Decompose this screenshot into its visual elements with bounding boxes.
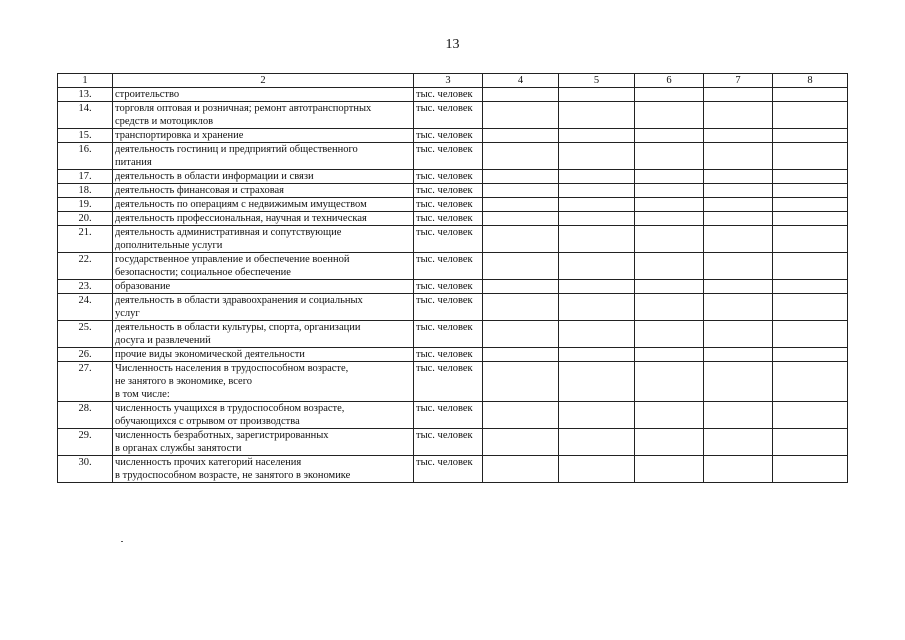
- indicator-name-line: деятельность гостиниц и предприятий общественного: [115, 144, 358, 155]
- table-row: [58, 88, 848, 102]
- table-row: [58, 170, 848, 184]
- empty-value-cell-col-8: [773, 294, 848, 321]
- empty-value-cell-col-5: [559, 362, 635, 402]
- empty-value-cell-col-6: [635, 253, 704, 280]
- row-number: 26.: [58, 348, 113, 362]
- empty-value-cell-col-8: [773, 184, 848, 198]
- empty-value-cell-col-7: [704, 102, 773, 129]
- scan-mark: [121, 541, 123, 542]
- empty-value-cell-col-7: [704, 143, 773, 170]
- row-number: 23.: [58, 280, 113, 294]
- indicator-name-line: Численность населения в трудоспособном возрасте,: [115, 363, 349, 374]
- empty-value-cell-col-5: [559, 280, 635, 294]
- indicator-name-line: деятельность финансовая и страховая: [115, 185, 285, 196]
- empty-value-cell-col-4: [483, 280, 559, 294]
- empty-value-cell-col-6: [635, 348, 704, 362]
- row-unit: тыс. человек: [414, 294, 483, 321]
- row-indicator-name: [113, 143, 414, 170]
- empty-value-cell-col-5: [559, 226, 635, 253]
- table-row: [58, 129, 848, 143]
- empty-value-cell-col-6: [635, 456, 704, 483]
- row-unit: тыс. человек: [414, 102, 483, 129]
- empty-value-cell-col-5: [559, 321, 635, 348]
- row-number: 29.: [58, 429, 113, 456]
- indicator-name-line: торговля оптовая и розничная; ремонт автотранспортных: [115, 103, 372, 114]
- indicator-name-line: средств и мотоциклов: [115, 116, 214, 127]
- header-cell-6: 6: [635, 74, 704, 88]
- empty-value-cell-col-7: [704, 280, 773, 294]
- row-unit: тыс. человек: [414, 88, 483, 102]
- row-unit: тыс. человек: [414, 198, 483, 212]
- empty-value-cell-col-6: [635, 88, 704, 102]
- row-number: 21.: [58, 226, 113, 253]
- empty-value-cell-col-5: [559, 294, 635, 321]
- empty-value-cell-col-7: [704, 348, 773, 362]
- row-unit: тыс. человек: [414, 184, 483, 198]
- empty-value-cell-col-7: [704, 294, 773, 321]
- empty-value-cell-col-7: [704, 402, 773, 429]
- indicator-name-line: питания: [115, 157, 152, 168]
- row-number: 17.: [58, 170, 113, 184]
- header-cell-5: 5: [559, 74, 635, 88]
- table-row: [58, 212, 848, 226]
- empty-value-cell-col-8: [773, 170, 848, 184]
- indicator-name-line: численность прочих категорий населения: [115, 457, 302, 468]
- table-row: [58, 184, 848, 198]
- indicator-name-line: досуга и развлечений: [115, 335, 211, 346]
- empty-value-cell-col-4: [483, 198, 559, 212]
- empty-value-cell-col-4: [483, 102, 559, 129]
- table-body: [58, 74, 848, 483]
- row-number: 25.: [58, 321, 113, 348]
- empty-value-cell-col-8: [773, 362, 848, 402]
- row-indicator-name: [113, 184, 414, 198]
- row-indicator-name: [113, 226, 414, 253]
- empty-value-cell-col-4: [483, 402, 559, 429]
- empty-value-cell-col-4: [483, 88, 559, 102]
- row-number: 20.: [58, 212, 113, 226]
- empty-value-cell-col-7: [704, 170, 773, 184]
- row-unit: тыс. человек: [414, 402, 483, 429]
- empty-value-cell-col-8: [773, 321, 848, 348]
- indicator-name-line: в органах службы занятости: [115, 443, 242, 454]
- empty-value-cell-col-8: [773, 88, 848, 102]
- empty-value-cell-col-5: [559, 143, 635, 170]
- indicator-name-line: обучающихся с отрывом от производства: [115, 416, 300, 427]
- empty-value-cell-col-6: [635, 429, 704, 456]
- row-indicator-name: [113, 362, 414, 402]
- indicator-name-line: численность безработных, зарегистрированных: [115, 430, 329, 441]
- empty-value-cell-col-5: [559, 170, 635, 184]
- header-cell-7: 7: [704, 74, 773, 88]
- empty-value-cell-col-5: [559, 184, 635, 198]
- empty-value-cell-col-8: [773, 129, 848, 143]
- empty-value-cell-col-6: [635, 280, 704, 294]
- row-indicator-name: [113, 321, 414, 348]
- row-indicator-name: [113, 129, 414, 143]
- empty-value-cell-col-8: [773, 102, 848, 129]
- empty-value-cell-col-6: [635, 198, 704, 212]
- empty-value-cell-col-6: [635, 184, 704, 198]
- row-unit: тыс. человек: [414, 280, 483, 294]
- empty-value-cell-col-4: [483, 129, 559, 143]
- row-unit: тыс. человек: [414, 253, 483, 280]
- row-indicator-name: [113, 280, 414, 294]
- empty-value-cell-col-4: [483, 226, 559, 253]
- indicator-name-line: деятельность в области здравоохранения и социальных: [115, 295, 363, 306]
- empty-value-cell-col-4: [483, 362, 559, 402]
- empty-value-cell-col-6: [635, 170, 704, 184]
- table-row: [58, 226, 848, 253]
- indicator-name-line: в трудоспособном возрасте, не занятого в экономике: [115, 470, 351, 481]
- empty-value-cell-col-4: [483, 184, 559, 198]
- empty-value-cell-col-6: [635, 321, 704, 348]
- row-unit: тыс. человек: [414, 143, 483, 170]
- indicator-name-line: деятельность профессиональная, научная и техническая: [115, 213, 367, 224]
- header-cell-2: 2: [113, 74, 414, 88]
- row-indicator-name: [113, 170, 414, 184]
- table-row: [58, 348, 848, 362]
- row-unit: тыс. человек: [414, 456, 483, 483]
- header-cell-1: 1: [58, 74, 113, 88]
- empty-value-cell-col-5: [559, 253, 635, 280]
- empty-value-cell-col-6: [635, 294, 704, 321]
- table-row: [58, 280, 848, 294]
- empty-value-cell-col-4: [483, 456, 559, 483]
- row-number: 30.: [58, 456, 113, 483]
- empty-value-cell-col-7: [704, 253, 773, 280]
- indicator-name-line: услуг: [115, 308, 140, 319]
- row-unit: тыс. человек: [414, 348, 483, 362]
- row-unit: тыс. человек: [414, 212, 483, 226]
- row-number: 24.: [58, 294, 113, 321]
- empty-value-cell-col-8: [773, 348, 848, 362]
- empty-value-cell-col-7: [704, 212, 773, 226]
- empty-value-cell-col-8: [773, 280, 848, 294]
- indicator-name-line: в том числе:: [115, 389, 170, 400]
- row-number: 15.: [58, 129, 113, 143]
- indicator-name-line: образование: [115, 281, 171, 292]
- row-unit: тыс. человек: [414, 321, 483, 348]
- row-unit: тыс. человек: [414, 226, 483, 253]
- indicator-name-line: деятельность в области информации и связи: [115, 171, 314, 182]
- empty-value-cell-col-6: [635, 362, 704, 402]
- row-number: 18.: [58, 184, 113, 198]
- row-number: 16.: [58, 143, 113, 170]
- empty-value-cell-col-7: [704, 129, 773, 143]
- table-row: [58, 429, 848, 456]
- row-indicator-name: [113, 294, 414, 321]
- empty-value-cell-col-8: [773, 226, 848, 253]
- empty-value-cell-col-6: [635, 402, 704, 429]
- empty-value-cell-col-7: [704, 362, 773, 402]
- indicator-name-line: прочие виды экономической деятельности: [115, 349, 305, 360]
- row-indicator-name: [113, 402, 414, 429]
- indicator-name-line: государственное управление и обеспечение военной: [115, 254, 350, 265]
- empty-value-cell-col-4: [483, 294, 559, 321]
- empty-value-cell-col-5: [559, 456, 635, 483]
- indicator-name-line: строительство: [115, 89, 180, 100]
- table-row: [58, 294, 848, 321]
- empty-value-cell-col-5: [559, 348, 635, 362]
- indicator-name-line: безопасности; социальное обеспечение: [115, 267, 291, 278]
- row-indicator-name: [113, 456, 414, 483]
- row-indicator-name: [113, 102, 414, 129]
- empty-value-cell-col-7: [704, 198, 773, 212]
- indicator-name-line: деятельность административная и сопутствующие: [115, 227, 342, 238]
- row-unit: тыс. человек: [414, 362, 483, 402]
- empty-value-cell-col-6: [635, 129, 704, 143]
- empty-value-cell-col-4: [483, 321, 559, 348]
- indicator-name-line: не занятого в экономике, всего: [115, 376, 253, 387]
- empty-value-cell-col-7: [704, 456, 773, 483]
- table-row: [58, 198, 848, 212]
- table-row: [58, 143, 848, 170]
- row-unit: тыс. человек: [414, 129, 483, 143]
- row-indicator-name: [113, 212, 414, 226]
- indicator-name-line: деятельность в области культуры, спорта, организации: [115, 322, 361, 333]
- empty-value-cell-col-6: [635, 226, 704, 253]
- empty-value-cell-col-8: [773, 198, 848, 212]
- empty-value-cell-col-5: [559, 88, 635, 102]
- empty-value-cell-col-5: [559, 429, 635, 456]
- row-number: 22.: [58, 253, 113, 280]
- row-number: 14.: [58, 102, 113, 129]
- empty-value-cell-col-5: [559, 212, 635, 226]
- empty-value-cell-col-4: [483, 212, 559, 226]
- indicator-name-line: численность учащихся в трудоспособном возрасте,: [115, 403, 345, 414]
- row-indicator-name: [113, 429, 414, 456]
- indicator-name-line: транспортировка и хранение: [115, 130, 244, 141]
- row-unit: тыс. человек: [414, 429, 483, 456]
- header-cell-8: 8: [773, 74, 848, 88]
- row-number: 28.: [58, 402, 113, 429]
- indicator-name-line: деятельность по операциям с недвижимым имуществом: [115, 199, 367, 210]
- empty-value-cell-col-4: [483, 348, 559, 362]
- empty-value-cell-col-7: [704, 184, 773, 198]
- empty-value-cell-col-7: [704, 429, 773, 456]
- table-row: [58, 253, 848, 280]
- empty-value-cell-col-8: [773, 212, 848, 226]
- row-indicator-name: [113, 348, 414, 362]
- row-indicator-name: [113, 198, 414, 212]
- empty-value-cell-col-8: [773, 143, 848, 170]
- empty-value-cell-col-5: [559, 402, 635, 429]
- empty-value-cell-col-8: [773, 253, 848, 280]
- table-row: [58, 102, 848, 129]
- empty-value-cell-col-8: [773, 402, 848, 429]
- table-header-row: [58, 74, 848, 88]
- table-row: [58, 456, 848, 483]
- empty-value-cell-col-4: [483, 170, 559, 184]
- empty-value-cell-col-7: [704, 321, 773, 348]
- row-number: 13.: [58, 88, 113, 102]
- empty-value-cell-col-4: [483, 253, 559, 280]
- table-row: [58, 362, 848, 402]
- table-row: [58, 402, 848, 429]
- empty-value-cell-col-8: [773, 429, 848, 456]
- empty-value-cell-col-4: [483, 429, 559, 456]
- empty-value-cell-col-8: [773, 456, 848, 483]
- indicator-name-line: дополнительные услуги: [115, 240, 223, 251]
- row-number: 27.: [58, 362, 113, 402]
- page-number: 13: [445, 37, 460, 52]
- empty-value-cell-col-4: [483, 143, 559, 170]
- header-cell-3: 3: [414, 74, 483, 88]
- row-number: 19.: [58, 198, 113, 212]
- empty-value-cell-col-5: [559, 102, 635, 129]
- header-cell-4: 4: [483, 74, 559, 88]
- empty-value-cell-col-5: [559, 198, 635, 212]
- row-unit: тыс. человек: [414, 170, 483, 184]
- row-indicator-name: [113, 253, 414, 280]
- empty-value-cell-col-6: [635, 102, 704, 129]
- table-row: [58, 321, 848, 348]
- empty-value-cell-col-7: [704, 226, 773, 253]
- empty-value-cell-col-6: [635, 212, 704, 226]
- row-indicator-name: [113, 88, 414, 102]
- empty-value-cell-col-7: [704, 88, 773, 102]
- empty-value-cell-col-6: [635, 143, 704, 170]
- data-table: [57, 73, 848, 483]
- empty-value-cell-col-5: [559, 129, 635, 143]
